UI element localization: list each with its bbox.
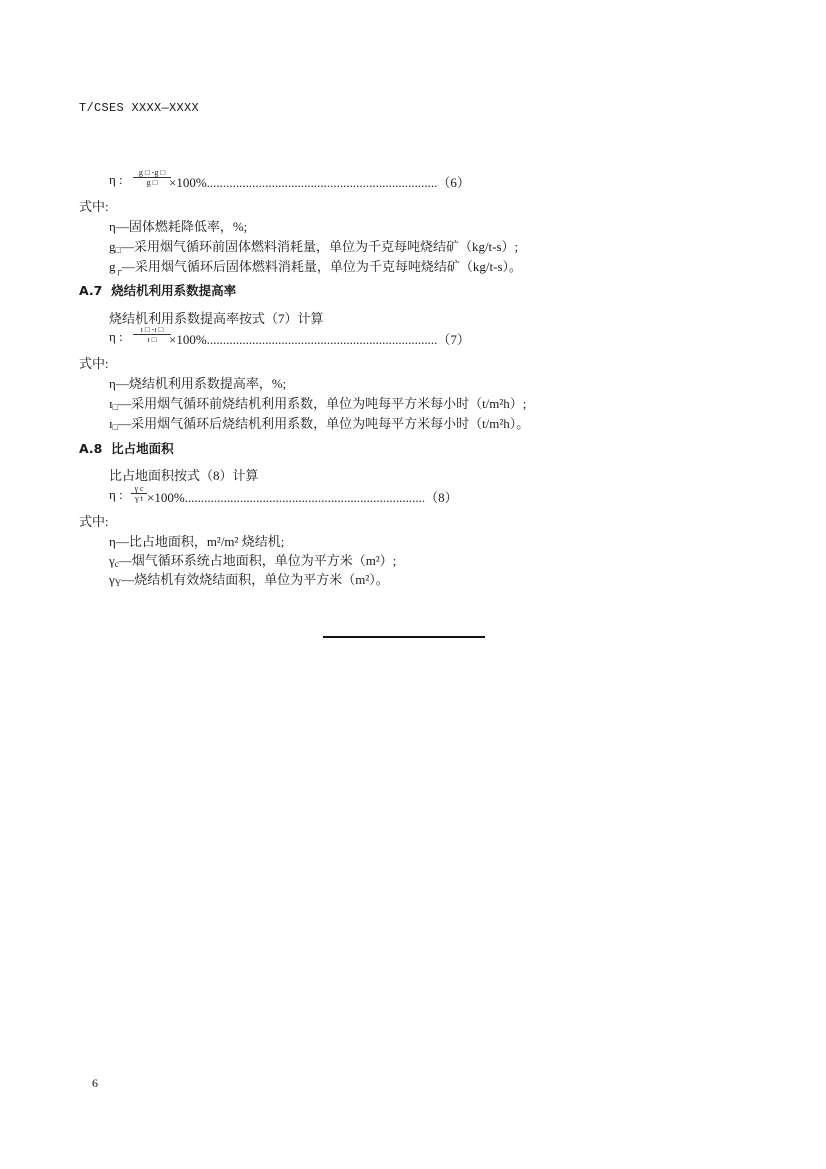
- def-text: —比占地面积，m²/m² 烧结机;: [115, 534, 285, 549]
- eq8-denominator: γ t: [135, 494, 143, 503]
- page-number: 6: [92, 1076, 98, 1090]
- def-subscript: □: [112, 402, 119, 412]
- def-symbol: g: [109, 259, 116, 274]
- def-subscript: Y: [114, 578, 122, 588]
- eq8-def-gamma-y: [109, 569, 389, 588]
- eq6-numerator: g □ -g □: [133, 168, 171, 178]
- def-text: —烧结机利用系数提高率，%;: [115, 376, 287, 391]
- a8-intro: 比占地面积按式（8）计算: [109, 468, 259, 483]
- eq6-def-eta: [109, 216, 247, 235]
- def-text: —采用烟气循环后烧结机利用系数，单位为吨每平方米每小时（t/m²h）。: [118, 416, 530, 431]
- def-text: —采用烟气循环后固体燃料消耗量，单位为千克每吨烧结矿（kg/t-s）。: [121, 259, 523, 274]
- def-text: —固体燃耗降低率，%;: [115, 219, 248, 234]
- eq6-denominator: g □: [146, 178, 158, 187]
- a7-intro: 烧结机利用系数提高率按式（7）计算: [109, 311, 324, 326]
- def-text: —烟气循环系统占地面积，单位为平方米（m²）;: [118, 553, 397, 568]
- eq6-where-label: 式中:: [79, 199, 109, 214]
- section-a7-heading: [79, 281, 236, 299]
- doc-code-header: T/CSES XXXX—XXXX: [79, 101, 200, 115]
- section-number: A.8: [79, 441, 103, 456]
- def-symbol: ɪ: [109, 416, 113, 431]
- eq7-fraction: [133, 325, 171, 344]
- def-text: —烧结机有效烧结面积，单位为平方米（m²）。: [121, 572, 389, 587]
- def-symbol: η: [109, 534, 116, 549]
- def-text: —采用烟气循环前固体燃料消耗量，单位为千克每吨烧结矿（kg/t-s）;: [120, 239, 519, 254]
- def-text: —采用烟气循环前烧结机利用系数，单位为吨每平方米每小时（t/m²h）;: [118, 396, 527, 411]
- section-title: 烧结机利用系数提高率: [111, 283, 237, 298]
- end-of-text-rule: [323, 636, 485, 638]
- def-symbol: ɪ: [109, 396, 113, 411]
- def-symbol: γ: [109, 553, 115, 568]
- section-title: 比占地面积: [111, 441, 174, 456]
- eq6-fraction: [133, 168, 171, 187]
- eq8-where-label: 式中:: [79, 514, 109, 529]
- section-number: A.7: [79, 283, 103, 298]
- def-symbol: g: [109, 239, 116, 254]
- eq6-def-g-before: [109, 236, 518, 255]
- def-subscript: □: [112, 422, 119, 432]
- eq7-def-eta: [109, 373, 286, 392]
- eq8-lhs: η :: [109, 487, 123, 502]
- eq7-tail: ×100%.......................................................................（7）: [169, 332, 470, 347]
- def-subscript: ┌: [115, 265, 122, 275]
- eq8-def-eta: [109, 531, 284, 550]
- eq7-def-i-after: [109, 413, 529, 432]
- def-symbol: η: [109, 376, 116, 391]
- eq8-def-gamma-c: [109, 550, 396, 569]
- eq7-def-i-before: [109, 393, 526, 412]
- def-subscript: □: [115, 245, 121, 255]
- eq6-tail: ×100%.......................................................................（6）: [169, 175, 470, 190]
- eq7-denominator: ɪ □: [147, 335, 157, 344]
- eq6-def-g-after: [109, 256, 522, 275]
- def-subscript: c: [114, 559, 119, 569]
- eq8-numerator: γ c: [131, 484, 147, 494]
- eq7-lhs: η :: [109, 329, 123, 344]
- eq7-where-label: 式中:: [79, 356, 109, 371]
- eq6-lhs: η :: [109, 172, 123, 187]
- def-symbol: γ: [109, 572, 115, 587]
- eq7-numerator: ɪ □ -ɪ □: [133, 325, 171, 335]
- eq8-fraction: [131, 484, 147, 503]
- def-symbol: η: [109, 219, 116, 234]
- section-a8-heading: [79, 439, 174, 457]
- eq8-tail: ×100%..........................................................................（8）: [147, 490, 458, 505]
